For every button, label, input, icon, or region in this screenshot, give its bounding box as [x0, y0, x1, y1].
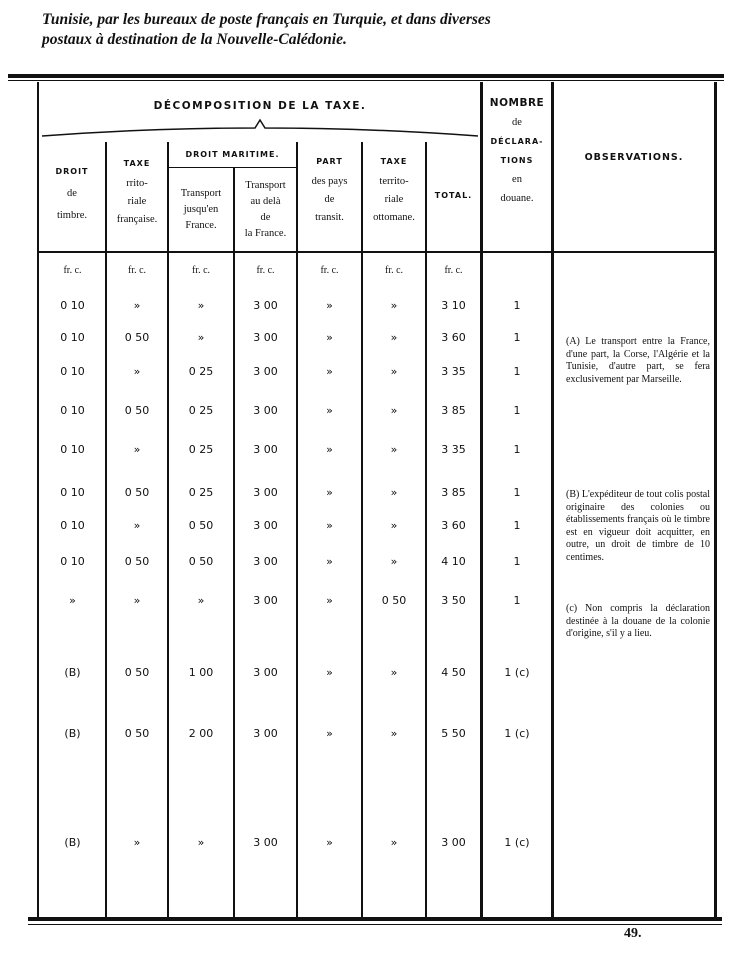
unit-col4: fr. c.	[256, 265, 275, 276]
cell-total: 3 35	[441, 443, 466, 456]
unit-col6: fr. c.	[384, 265, 404, 276]
cell-transport-jusqu: »	[197, 331, 205, 344]
header-nombre: NOMBRE de DÉCLARA- TIONS en douane.	[489, 97, 545, 204]
cell-taxe-territoriale: 0 50	[124, 727, 150, 740]
cell-transport-dela: 3 00	[253, 486, 278, 499]
cell-taxe-ottomane: »	[390, 519, 398, 532]
cell-taxe-territoriale: »	[133, 594, 141, 607]
cell-taxe-ottomane: »	[390, 299, 398, 312]
cell-part-pays: »	[326, 365, 333, 378]
header-taxe-ottomane: TAXE territo- riale ottomane.	[373, 157, 415, 223]
cell-transport-jusqu: »	[197, 594, 205, 607]
unit-col1: fr. c.	[63, 265, 82, 276]
cell-total: 3 60	[441, 519, 466, 532]
cell-taxe-territoriale: »	[133, 519, 141, 532]
col-sep-3	[233, 168, 235, 918]
cell-taxe-ottomane: »	[390, 486, 398, 499]
cell-nombre: 1 (c)	[504, 836, 530, 849]
cell-transport-jusqu: 0 25	[188, 486, 214, 499]
page-heading	[42, 10, 722, 50]
cell-transport-jusqu: 0 50	[188, 519, 214, 532]
cell-droit-timbre: 0 10	[60, 299, 85, 312]
cell-taxe-ottomane: »	[390, 727, 398, 740]
cell-total: 3 50	[441, 594, 466, 607]
top-rule	[8, 74, 724, 78]
cell-transport-jusqu: »	[197, 836, 205, 849]
cell-nombre: 1	[513, 299, 521, 312]
cell-taxe-territoriale: 0 50	[124, 486, 150, 499]
cell-part-pays: »	[326, 594, 333, 607]
table-left-border	[37, 82, 39, 918]
cell-nombre: 1	[513, 404, 521, 417]
cell-part-pays: »	[326, 443, 333, 456]
cell-droit-timbre: 0 10	[60, 519, 85, 532]
note-b: (B) L'expéditeur de tout colis postal originaire des colonies ou établissements français où le timbre est en vigueur doit acquitter, en outre, un droit de timbre de 10 centimes.	[566, 489, 710, 563]
bottom-rule-thin	[28, 924, 722, 925]
droit-maritime-header: DROIT MARITIME.	[185, 150, 280, 159]
cell-transport-dela: 3 00	[253, 836, 278, 849]
cell-total: 3 35	[441, 365, 466, 378]
cell-part-pays: »	[326, 727, 333, 740]
cell-transport-jusqu: 2 00	[188, 727, 214, 740]
cell-transport-jusqu: 0 25	[188, 404, 214, 417]
cell-transport-jusqu: 0 25	[188, 443, 214, 456]
cell-transport-dela: 3 00	[253, 519, 278, 532]
cell-nombre: 1 (c)	[504, 727, 530, 740]
cell-total: 3 00	[441, 836, 466, 849]
cell-nombre: 1	[513, 486, 521, 499]
unit-col3: fr. c.	[191, 265, 211, 276]
cell-taxe-ottomane: 0 50	[381, 594, 407, 607]
cell-taxe-ottomane: »	[390, 404, 398, 417]
cell-droit-timbre: 0 10	[60, 486, 85, 499]
header-transport-jusqu: Transport jusqu'en France.	[180, 188, 222, 231]
cell-total: 4 50	[441, 666, 466, 679]
cell-taxe-territoriale: »	[133, 299, 141, 312]
cell-transport-jusqu: 0 50	[188, 555, 214, 568]
cell-droit-timbre: 0 10	[60, 555, 85, 568]
cell-taxe-territoriale: »	[133, 443, 141, 456]
cell-transport-dela: 3 00	[253, 594, 278, 607]
cell-droit-timbre: (B)	[64, 727, 81, 740]
cell-taxe-territoriale: 0 50	[124, 404, 150, 417]
cell-part-pays: »	[326, 555, 333, 568]
cell-nombre: 1	[513, 519, 521, 532]
cell-taxe-ottomane: »	[390, 666, 398, 679]
cell-transport-dela: 3 00	[253, 555, 278, 568]
cell-taxe-territoriale: 0 50	[124, 555, 150, 568]
header-total: TOTAL.	[434, 191, 473, 200]
cell-nombre: 1	[513, 331, 521, 344]
cell-nombre: 1	[513, 594, 521, 607]
cell-nombre: 1	[513, 443, 521, 456]
cell-part-pays: »	[326, 331, 333, 344]
cell-transport-jusqu: 0 25	[188, 365, 214, 378]
header-observations: OBSERVATIONS.	[584, 152, 684, 163]
group-title: DÉCOMPOSITION DE LA TAXE.	[153, 100, 367, 112]
cell-taxe-ottomane: »	[390, 836, 398, 849]
cell-total: 3 10	[441, 299, 466, 312]
cell-part-pays: »	[326, 666, 333, 679]
cell-nombre: 1 (c)	[504, 666, 530, 679]
heading-line-2: postaux à destination de la Nouvelle-Calédonie.	[42, 31, 347, 48]
unit-col7: fr. c.	[444, 265, 463, 276]
cell-transport-dela: 3 00	[253, 365, 278, 378]
header-transport-dela: Transport au delà de la France.	[244, 180, 287, 239]
heading-line-1: Tunisie, par les bureaux de poste français en Turquie, et dans diverses	[42, 11, 491, 28]
cell-total: 5 50	[441, 727, 466, 740]
cell-taxe-territoriale: »	[133, 365, 141, 378]
cell-nombre: 1	[513, 365, 521, 378]
cell-droit-timbre: (B)	[64, 666, 81, 679]
cell-droit-timbre: 0 10	[60, 331, 85, 344]
cell-total: 4 10	[441, 555, 466, 568]
cell-taxe-ottomane: »	[390, 443, 398, 456]
cell-droit-timbre: »	[69, 594, 76, 607]
cell-transport-dela: 3 00	[253, 299, 278, 312]
group-brace	[40, 118, 480, 140]
cell-taxe-territoriale: 0 50	[124, 331, 150, 344]
cell-transport-jusqu: »	[197, 299, 205, 312]
header-droit-timbre: DROIT de timbre.	[55, 167, 89, 221]
cell-total: 3 85	[441, 486, 466, 499]
cell-part-pays: »	[326, 486, 333, 499]
cell-taxe-territoriale: 0 50	[124, 666, 150, 679]
note-c: (c) Non compris la déclaration destinée à la douane de la colonie d'origine, s'il y a lieu.	[566, 603, 710, 639]
cell-part-pays: »	[326, 836, 333, 849]
cell-total: 3 85	[441, 404, 466, 417]
note-a: (A) Le transport entre la France, d'une part, la Corse, l'Algérie et la Tunisie, d'autre part, se fera exclusivement par Marseille.	[566, 336, 710, 385]
cell-taxe-ottomane: »	[390, 365, 398, 378]
cell-transport-dela: 3 00	[253, 443, 278, 456]
cell-droit-timbre: 0 10	[60, 365, 85, 378]
cell-taxe-territoriale: »	[133, 836, 141, 849]
page-number: 49.	[624, 926, 642, 941]
top-rule-thin	[8, 80, 724, 81]
cell-nombre: 1	[513, 555, 521, 568]
cell-transport-jusqu: 1 00	[188, 666, 214, 679]
cell-transport-dela: 3 00	[253, 404, 278, 417]
cell-droit-timbre: (B)	[64, 836, 81, 849]
cell-droit-timbre: 0 10	[60, 404, 85, 417]
cell-transport-dela: 3 00	[253, 331, 278, 344]
cell-part-pays: »	[326, 519, 333, 532]
cell-total: 3 60	[441, 331, 466, 344]
unit-col2: fr. c.	[127, 265, 147, 276]
cell-part-pays: »	[326, 404, 333, 417]
bottom-rule	[28, 917, 722, 921]
header-taxe-territoriale: TAXE rrito- riale française.	[116, 159, 158, 225]
cell-taxe-ottomane: »	[390, 331, 398, 344]
header-part-pays: PART des pays de transit.	[311, 157, 348, 223]
cell-droit-timbre: 0 10	[60, 443, 85, 456]
cell-taxe-ottomane: »	[390, 555, 398, 568]
cell-transport-dela: 3 00	[253, 727, 278, 740]
cell-transport-dela: 3 00	[253, 666, 278, 679]
header-bottom-rule	[39, 251, 714, 253]
col-sep-nombre-obs	[551, 82, 554, 918]
cell-part-pays: »	[326, 299, 333, 312]
table-right-border	[714, 82, 717, 918]
unit-col5: fr. c.	[320, 265, 339, 276]
droit-maritime-rule	[169, 167, 296, 168]
